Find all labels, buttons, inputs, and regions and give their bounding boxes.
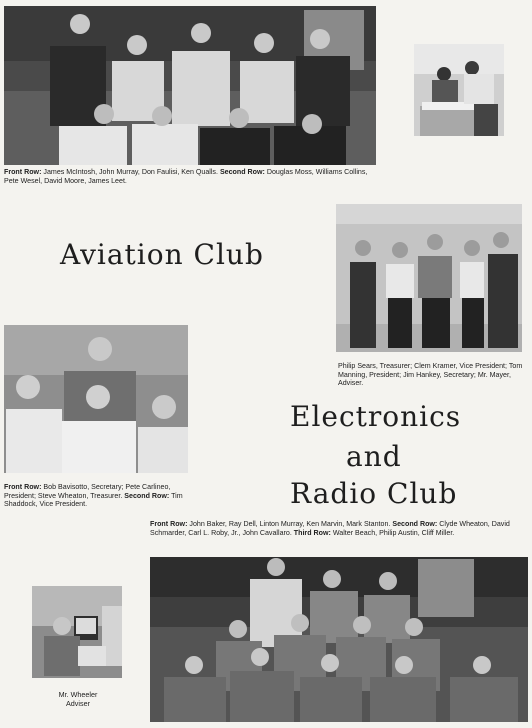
second-row-names: Tim Shaddock, Vice President.: [4, 491, 183, 509]
electronics-officers-caption: [4, 483, 190, 509]
aviation-group-photo: [4, 6, 376, 165]
second-row-names: Clyde Wheaton, David Schmarder, Carl L. Roby, Jr., John Cavallaro.: [150, 520, 510, 537]
front-row-names: James McIntosh, John Murray, Don Faulisi, Ken Qualls.: [43, 168, 218, 176]
adviser-caption: [40, 690, 116, 708]
adviser-photo: [32, 586, 122, 678]
front-row-names: Bob Bavisotto, Secretary; Pete Carlineo, President; Steve Wheaton, Treasurer.: [4, 483, 171, 500]
aviation-officers-caption: Philip Sears, Treasurer; Clem Kramer, Vice President; Tom Manning, President; Jim Hankey, Secretary; Mr. Mayer, Adviser.: [338, 362, 523, 388]
aviation-club-title: Aviation Club: [60, 238, 264, 271]
adviser-name: Mr. Wheeler: [58, 690, 98, 699]
front-row-label: Front Row:: [150, 520, 188, 528]
second-row-label: Second Row:: [219, 168, 265, 176]
electronics-officers-photo: [4, 325, 188, 473]
second-row-label: Second Row:: [124, 491, 170, 500]
electronics-title-line2: and: [346, 440, 402, 473]
electronics-group-photo: [150, 557, 528, 722]
electronics-title-line1: Electronics: [290, 400, 462, 433]
third-row-names: Walter Beach, Philip Austin, Cliff Miller.: [332, 528, 455, 537]
third-row-label: Third Row:: [293, 528, 331, 537]
front-row-label: Front Row:: [4, 483, 42, 491]
front-row-names: John Baker, Ray Dell, Linton Murray, Ken Marvin, Mark Stanton.: [189, 520, 391, 528]
front-row-label: Front Row:: [4, 168, 42, 176]
aviation-group-caption: [4, 168, 376, 185]
electronics-group-caption: [150, 520, 528, 537]
aviation-workshop-photo: [414, 44, 504, 136]
second-row-names: Douglas Moss, Williams Collins, Pete Wesel, David Moore, James Leet.: [4, 168, 368, 185]
adviser-role: Adviser: [66, 699, 90, 708]
electronics-title-line3: Radio Club: [290, 477, 458, 510]
second-row-label: Second Row:: [392, 520, 438, 528]
aviation-officers-photo: [336, 204, 522, 352]
